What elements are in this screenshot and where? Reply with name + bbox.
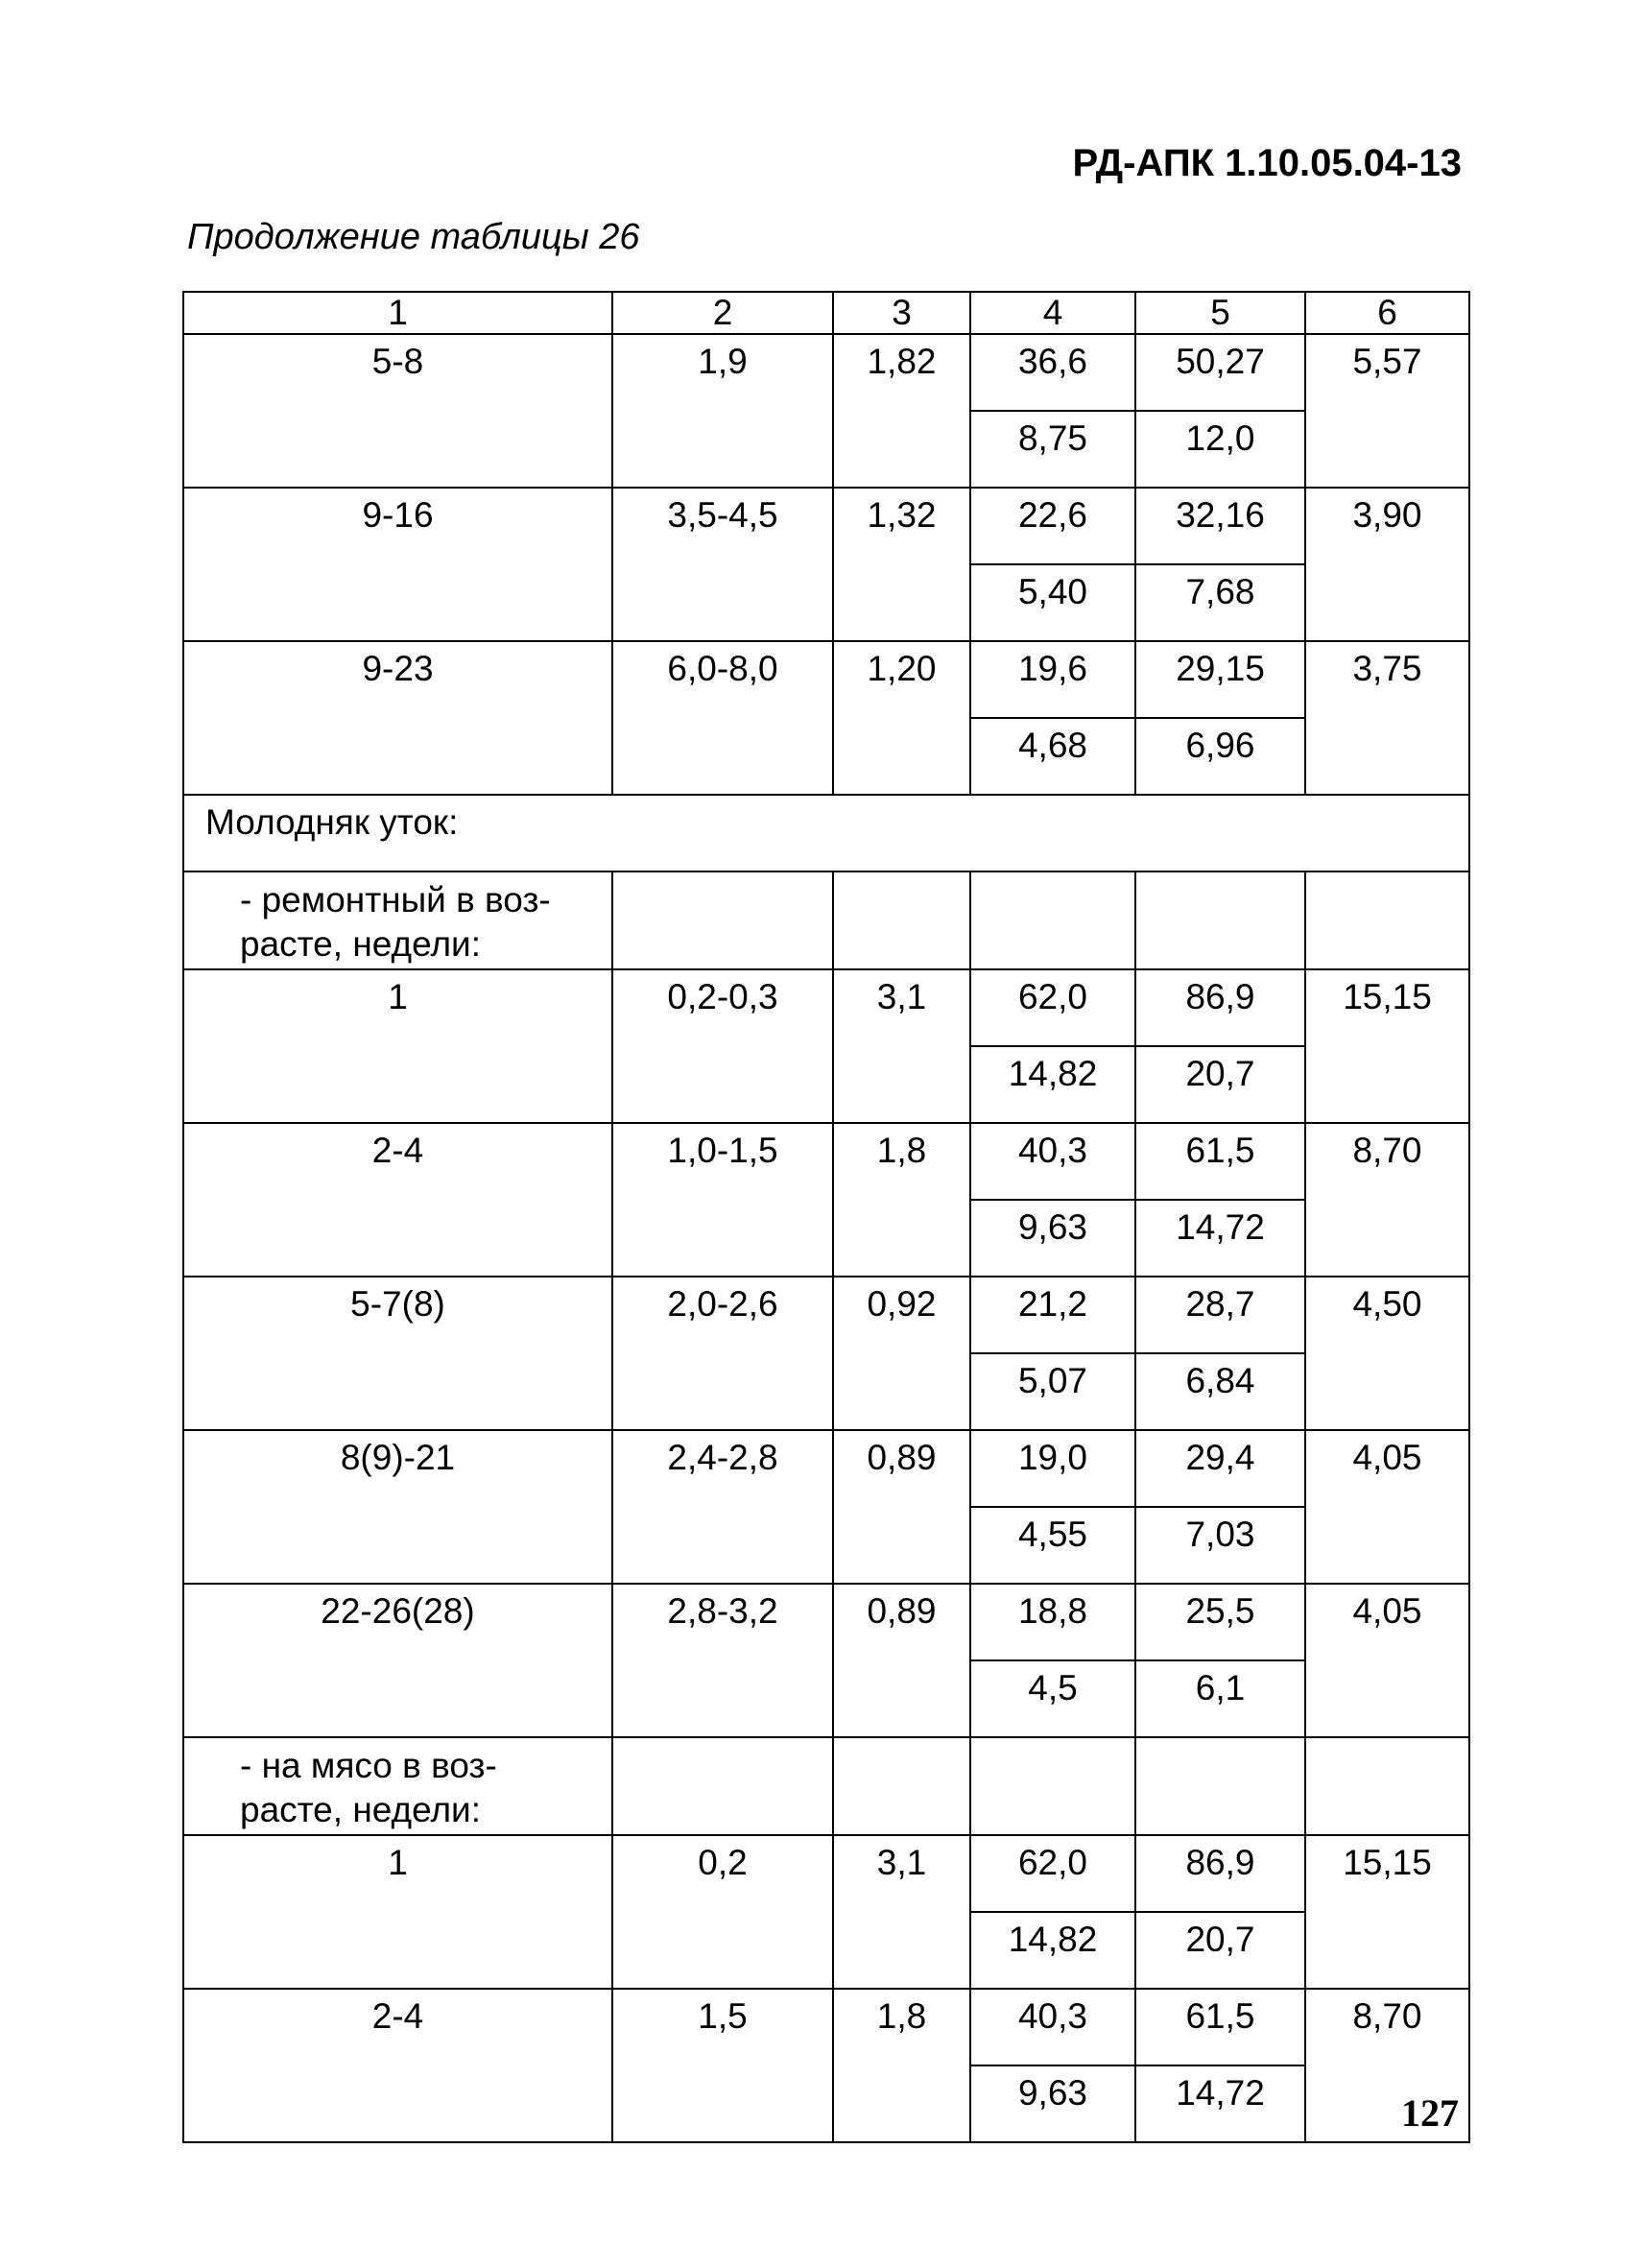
value-cell: 6,84 — [1135, 1353, 1305, 1430]
empty-cell — [612, 1737, 833, 1835]
value-cell: 86,9 — [1135, 1835, 1305, 1912]
meat-row-label — [183, 1737, 612, 1835]
value-cell: 3,1 — [833, 969, 970, 1123]
empty-cell — [1135, 1737, 1305, 1835]
page-number: 127 — [1401, 2091, 1459, 2135]
value-cell: 5,07 — [970, 1353, 1135, 1430]
weight-cell: 1,9 — [612, 334, 833, 488]
table-row — [183, 969, 1469, 1046]
value-cell: 40,3 — [970, 1123, 1135, 1200]
table-row — [183, 1835, 1469, 1912]
value-cell: 7,03 — [1135, 1507, 1305, 1584]
value-cell: 4,50 — [1305, 1277, 1469, 1430]
weight-cell: 0,2-0,3 — [612, 969, 833, 1123]
value-cell: 14,72 — [1135, 2065, 1305, 2142]
value-cell: 62,0 — [970, 1835, 1135, 1912]
label-line: расте, недели: — [240, 1790, 481, 1829]
value-cell: 1,82 — [833, 334, 970, 488]
age-cell: 8(9)-21 — [183, 1430, 612, 1584]
value-cell: 8,70 — [1305, 1123, 1469, 1277]
value-cell: 0,89 — [833, 1430, 970, 1584]
value-cell: 4,68 — [970, 718, 1135, 795]
column-number: 6 — [1305, 292, 1469, 334]
value-cell: 40,3 — [970, 1989, 1135, 2065]
label-line: - ремонтный в воз- — [240, 880, 551, 919]
value-cell: 36,6 — [970, 334, 1135, 411]
age-cell: 9-23 — [183, 641, 612, 795]
label-line: расте, недели: — [240, 924, 481, 964]
remont-row — [183, 871, 1469, 969]
value-cell: 18,8 — [970, 1584, 1135, 1660]
value-cell: 12,0 — [1135, 411, 1305, 488]
value-cell: 4,05 — [1305, 1584, 1469, 1737]
value-cell: 3,1 — [833, 1835, 970, 1989]
empty-cell — [833, 1737, 970, 1835]
age-cell: 2-4 — [183, 1989, 612, 2142]
value-cell: 5,57 — [1305, 334, 1469, 488]
value-cell: 86,9 — [1135, 969, 1305, 1046]
age-cell: 1 — [183, 969, 612, 1123]
table-row — [183, 334, 1469, 411]
weight-cell: 0,2 — [612, 1835, 833, 1989]
age-cell: 2-4 — [183, 1123, 612, 1277]
value-cell: 14,82 — [970, 1912, 1135, 1989]
age-cell: 5-8 — [183, 334, 612, 488]
value-cell: 29,15 — [1135, 641, 1305, 718]
value-cell: 3,75 — [1305, 641, 1469, 795]
column-number: 3 — [833, 292, 970, 334]
value-cell: 28,7 — [1135, 1277, 1305, 1353]
value-cell: 20,7 — [1135, 1912, 1305, 1989]
weight-cell: 1,0-1,5 — [612, 1123, 833, 1277]
column-number: 5 — [1135, 292, 1305, 334]
value-cell: 32,16 — [1135, 488, 1305, 564]
weight-cell: 2,0-2,6 — [612, 1277, 833, 1430]
value-cell: 8,70 — [1305, 1989, 1469, 2142]
value-cell: 19,6 — [970, 641, 1135, 718]
value-cell: 14,82 — [970, 1046, 1135, 1123]
section-title: Молодняк уток: — [183, 795, 1469, 871]
value-cell: 1,8 — [833, 1123, 970, 1277]
table-row — [183, 1277, 1469, 1353]
value-cell: 9,63 — [970, 2065, 1135, 2142]
value-cell: 4,5 — [970, 1660, 1135, 1737]
weight-cell: 3,5-4,5 — [612, 488, 833, 641]
age-cell: 1 — [183, 1835, 612, 1989]
value-cell: 5,40 — [970, 564, 1135, 641]
value-cell: 50,27 — [1135, 334, 1305, 411]
value-cell: 25,5 — [1135, 1584, 1305, 1660]
value-cell: 1,32 — [833, 488, 970, 641]
weight-cell: 2,4-2,8 — [612, 1430, 833, 1584]
value-cell: 61,5 — [1135, 1123, 1305, 1200]
table-row — [183, 641, 1469, 718]
table-body — [183, 292, 1469, 2142]
column-number: 4 — [970, 292, 1135, 334]
document-code: РД-АПК 1.10.05.04-13 — [1072, 142, 1462, 184]
empty-cell — [833, 871, 970, 969]
empty-cell — [970, 871, 1135, 969]
section-row — [183, 795, 1469, 871]
empty-cell — [612, 871, 833, 969]
value-cell: 4,05 — [1305, 1430, 1469, 1584]
column-number-row — [183, 292, 1469, 334]
table-row — [183, 1123, 1469, 1200]
value-cell: 1,20 — [833, 641, 970, 795]
label-line: - на мясо в воз- — [240, 1746, 497, 1785]
value-cell: 8,75 — [970, 411, 1135, 488]
empty-cell — [1305, 1737, 1469, 1835]
value-cell: 14,72 — [1135, 1200, 1305, 1277]
value-cell: 6,96 — [1135, 718, 1305, 795]
table-row — [183, 1989, 1469, 2065]
value-cell: 21,2 — [970, 1277, 1135, 1353]
weight-cell: 2,8-3,2 — [612, 1584, 833, 1737]
meat-row — [183, 1737, 1469, 1835]
table-row — [183, 1430, 1469, 1507]
value-cell: 29,4 — [1135, 1430, 1305, 1507]
data-table — [182, 291, 1470, 2143]
value-cell: 20,7 — [1135, 1046, 1305, 1123]
value-cell: 15,15 — [1305, 1835, 1469, 1989]
empty-cell — [970, 1737, 1135, 1835]
value-cell: 9,63 — [970, 1200, 1135, 1277]
empty-cell — [1305, 871, 1469, 969]
table-caption: Продолжение таблицы 26 — [187, 217, 640, 257]
remont-row-label — [183, 871, 612, 969]
age-cell: 9-16 — [183, 488, 612, 641]
value-cell: 4,55 — [970, 1507, 1135, 1584]
table-row — [183, 1584, 1469, 1660]
empty-cell — [1135, 871, 1305, 969]
value-cell: 19,0 — [970, 1430, 1135, 1507]
table-row — [183, 488, 1469, 564]
value-cell: 0,92 — [833, 1277, 970, 1430]
value-cell: 6,1 — [1135, 1660, 1305, 1737]
column-number: 2 — [612, 292, 833, 334]
value-cell: 62,0 — [970, 969, 1135, 1046]
value-cell: 7,68 — [1135, 564, 1305, 641]
weight-cell: 6,0-8,0 — [612, 641, 833, 795]
column-number: 1 — [183, 292, 612, 334]
value-cell: 61,5 — [1135, 1989, 1305, 2065]
weight-cell: 1,5 — [612, 1989, 833, 2142]
age-cell: 5-7(8) — [183, 1277, 612, 1430]
value-cell: 15,15 — [1305, 969, 1469, 1123]
value-cell: 3,90 — [1305, 488, 1469, 641]
value-cell: 0,89 — [833, 1584, 970, 1737]
value-cell: 1,8 — [833, 1989, 970, 2142]
value-cell: 22,6 — [970, 488, 1135, 564]
age-cell: 22-26(28) — [183, 1584, 612, 1737]
